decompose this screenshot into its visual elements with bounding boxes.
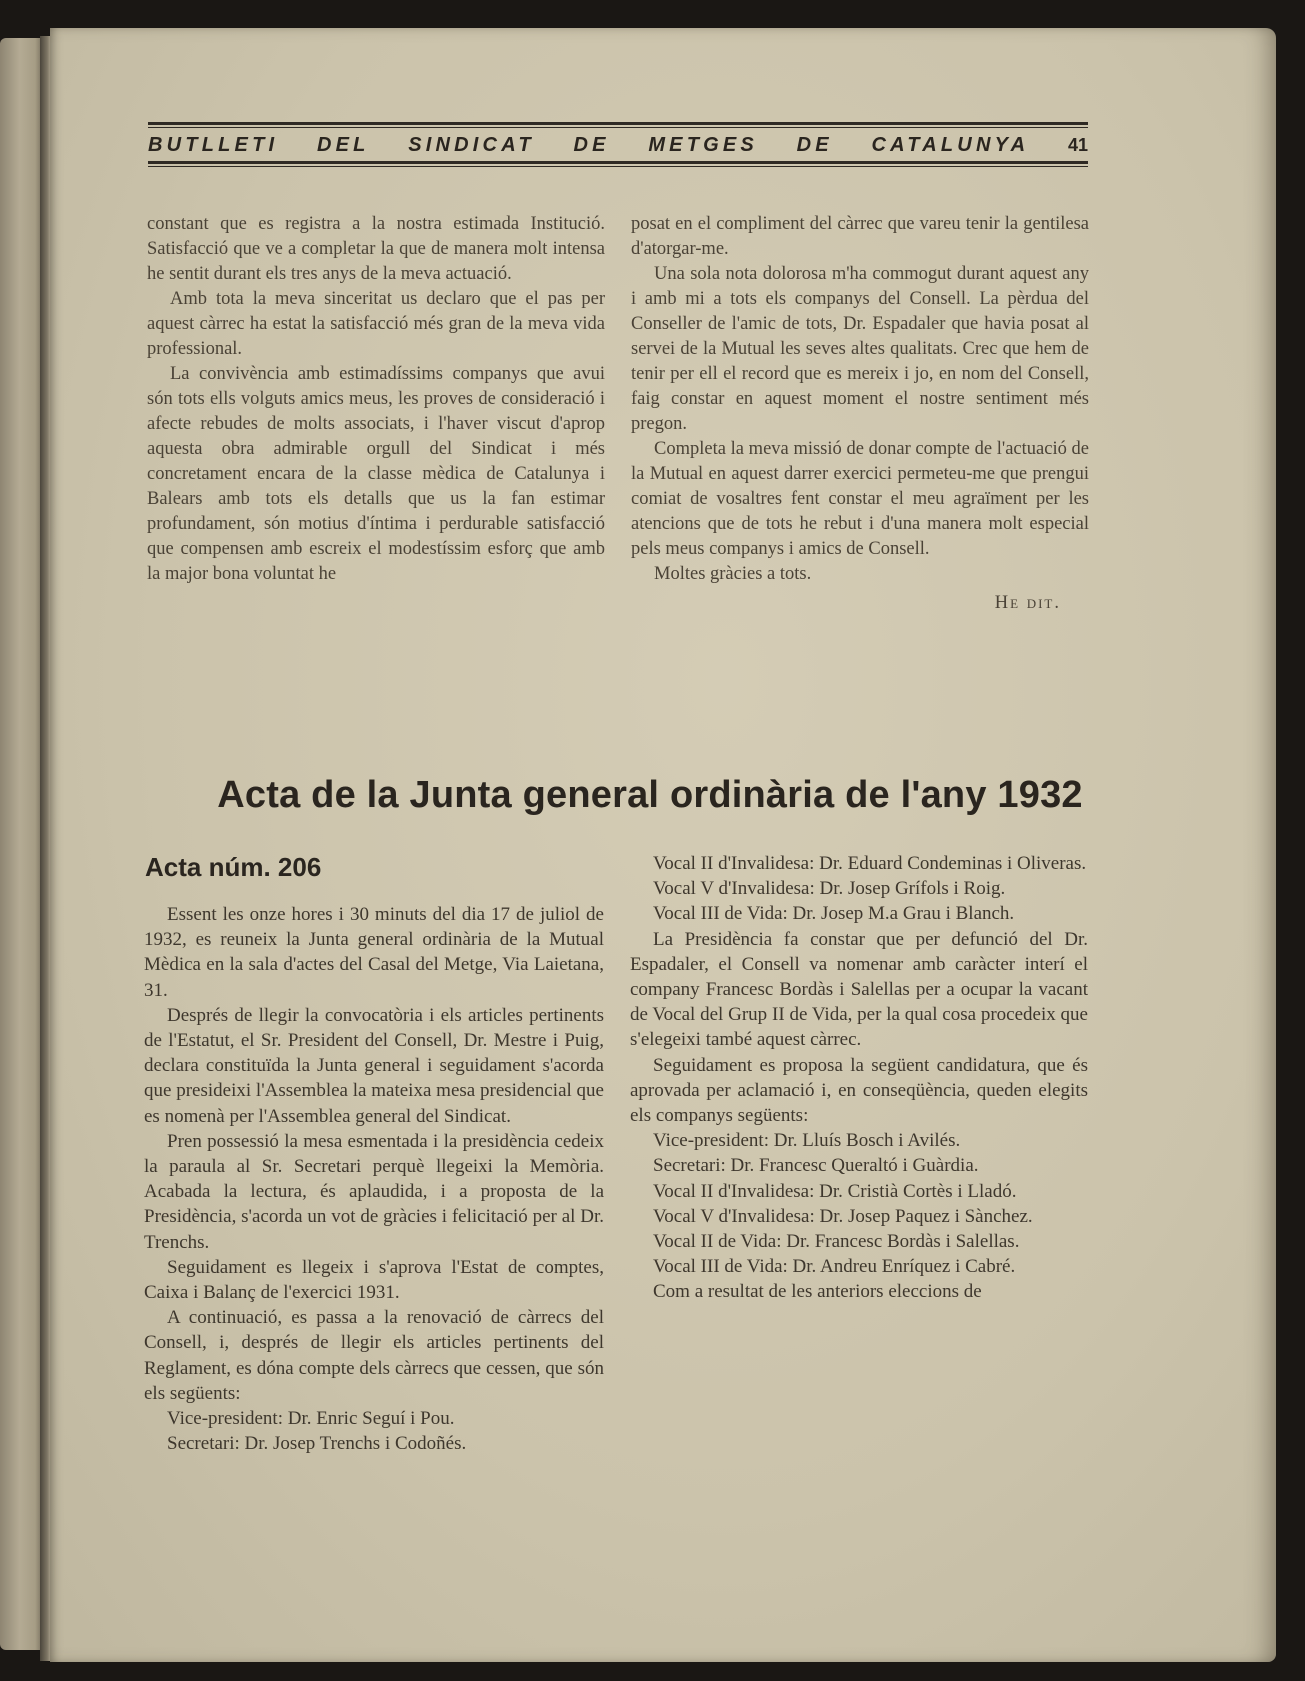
paragraph: Vocal II d'Invalidesa: Dr. Cristià Cortès i Lladó. (653, 1180, 1017, 1202)
paragraph: Vocal III de Vida: Dr. Josep M.a Grau i Blanch. (653, 903, 1015, 925)
paragraph: Vocal V d'Invalidesa: Dr. Josep Paquez i Sànchez. (653, 1205, 1033, 1227)
paragraph: Essent les onze hores i 30 minuts del dia 17 de juliol de 1932, es reuneix la Junta general ordinària de la Mutual Mèdica en la sala d'actes del Casal del Metge, Via Laietana, 31. (144, 904, 604, 1001)
header-rule-bottom (148, 161, 1088, 167)
paragraph: Seguidament es proposa la següent candidatura, que és aprovada per aclamació i, en conseqüència, queden elegits els companys següents: (630, 1054, 1088, 1127)
paragraph: La convivència amb estimadíssims companys que avui són tots ells volguts amics meus, les proves de consideració i afecte rebudes de molts associats, i l'haver viscut d'aprop aquesta obra admirable orgull del Sindicat i més concretament encara de la classe mèdica de Catalunya i Balears amb tots els detalls que us la fan estimar profundament, són motius d'íntima i perdurable satisfacció que compensen amb escreix el modestíssim esforç que amb la major bona voluntat he (147, 364, 605, 584)
paragraph: Després de llegir la convocatòria i els articles pertinents de l'Estatut, el Sr. President del Consell, Dr. Mestre i Puig, declara constituïda la Junta general i seguidament s'acorda que presideixi l'Assemblea la mateixa mesa presidencial que es nomenà per l'Assemblea general del Sindicat. (144, 1004, 604, 1127)
running-title-word: BUTLLETI (148, 134, 279, 156)
running-title-word: CATALUNYA (871, 134, 1030, 156)
signature: He dit. (994, 593, 1061, 613)
paragraph: Vocal II d'Invalidesa: Dr. Eduard Condeminas i Oliveras. (653, 853, 1087, 874)
top-right-column (631, 212, 1089, 616)
bottom-left-column (144, 902, 604, 1456)
running-header (148, 122, 1088, 167)
paragraph: Secretari: Dr. Francesc Queraltó i Guàrdia. (653, 1155, 979, 1177)
running-title-word: METGES (648, 134, 758, 156)
running-title-word: DE (573, 134, 610, 156)
paragraph: Vice-president: Dr. Lluís Bosch i Avilés. (653, 1130, 961, 1152)
paragraph: Completa la meva missió de donar compte de l'actuació de la Mutual en aquest darrer exercici permeteu-me que prengui comiat de vosaltres fent constar el meu agraïment per les atencions que de tots he rebut i d'una manera molt especial pels meus companys i amics de Consell. (631, 439, 1089, 559)
article-subtitle: Acta núm. 206 (145, 852, 322, 882)
running-title-word: DEL (316, 134, 370, 156)
paragraph: La Presidència fa constar que per defunció del Dr. Espadaler, el Consell va nomenar amb caràcter interí el company Francesc Bordàs i Salellas per a ocupar la vacant de Vocal del Grup II de Vida, per la qual cosa procedeix que s'elegeixi també aquest càrrec. (630, 928, 1088, 1051)
paragraph: Una sola nota dolorosa m'ha commogut durant aquest any i amb mi a tots els companys del Consell. La pèrdua del Conseller de l'amic de tots, Dr. Espadaler que havia posat al servei de la Mutual les seves altes qualitats. Crec que hem de tenir per ell el record que es mereix i jo, en nom del Consell, faig constar en aquest moment el nostre sentiment més pregon. (631, 264, 1089, 434)
running-title-word: SINDICAT (408, 134, 535, 156)
top-left-column (147, 212, 605, 587)
paragraph: Vocal V d'Invalidesa: Dr. Josep Grífols i Roig. (653, 878, 1006, 900)
paragraph: Vocal III de Vida: Dr. Andreu Enríquez i Cabré. (653, 1256, 1016, 1278)
running-title-word: DE (796, 134, 833, 156)
paragraph: Vice-president: Dr. Enric Seguí i Pou. (167, 1408, 455, 1430)
header-rule-top (148, 122, 1088, 128)
paragraph: constant que es registra a la nostra estimada Institució. Satisfacció que ve a completar la que de manera molt intensa he sentit durant els tres anys de la meva actuació. (147, 214, 605, 284)
header-row (148, 128, 1088, 161)
paragraph: Com a resultat de les anteriors eleccions de (653, 1281, 982, 1303)
paragraph: Seguidament es llegeix i s'aprova l'Estat de comptes, Caixa i Balanç de l'exercici 1931. (144, 1256, 604, 1304)
facing-page-edge (0, 38, 44, 1650)
paragraph: Pren possessió la mesa esmentada i la presidència cedeix la paraula al Sr. Secretari perquè llegeixi la Memòria. Acabada la lectura, és aplaudida, i a proposta de la Presidència, s'acorda un vot de gràcies i felicitació per al Dr. Trenchs. (144, 1130, 604, 1253)
paragraph: Secretari: Dr. Josep Trenchs i Codoñés. (167, 1433, 467, 1455)
paragraph: Moltes gràcies a tots. (654, 564, 812, 584)
paragraph: posat en el compliment del càrrec que vareu tenir la gentilesa d'atorgar-me. (631, 214, 1089, 259)
page-number: 41 (1067, 135, 1088, 155)
paragraph: Amb tota la meva sinceritat us declaro que el pas per aquest càrrec ha estat la satisfacció més gran de la meva vida professional. (147, 289, 605, 359)
bottom-right-column (630, 851, 1088, 1305)
article-title: Acta de la Junta general ordinària de l'any 1932 (217, 774, 1083, 816)
paragraph: A continuació, es passa a la renovació de càrrecs del Consell, i, després de llegir els articles pertinents del Reglament, es dóna compte dels càrrecs que cessen, que són els següents: (144, 1307, 604, 1404)
paragraph: Vocal II de Vida: Dr. Francesc Bordàs i Salellas. (653, 1231, 1020, 1253)
